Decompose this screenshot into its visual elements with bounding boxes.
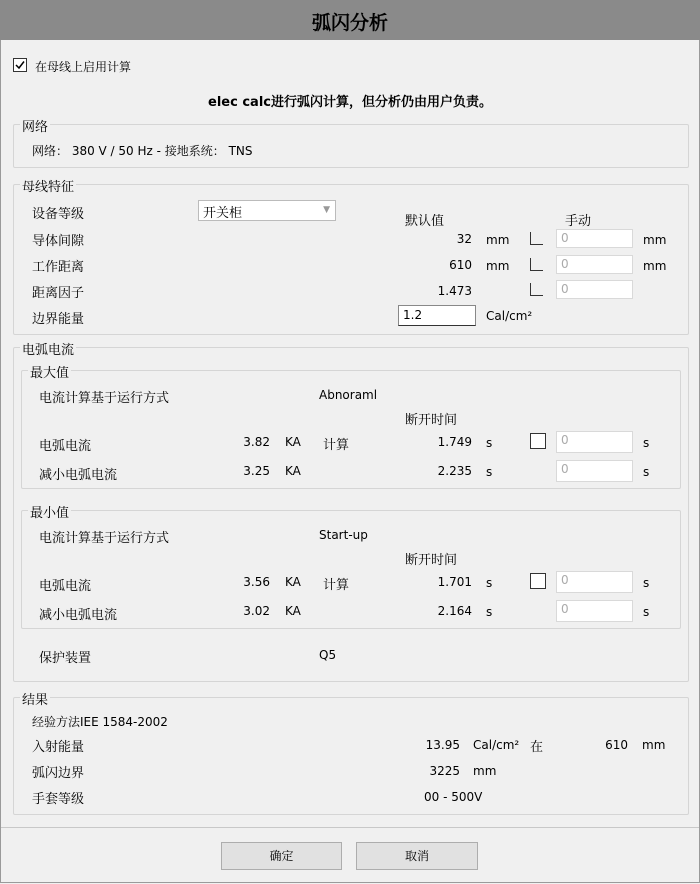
max-manual-time-checkbox[interactable] [530,433,546,449]
conductor-gap-default: 32 [456,232,472,246]
min-manual-time-2-input[interactable]: 0 [556,600,633,622]
max-mode-label: 电流计算基于运行方式 [39,391,170,406]
working-distance-manual-unit: mm [643,259,667,273]
min-manual-time-2-unit: s [643,605,650,619]
bus-group-label: 母线特征 [20,176,76,195]
distance-factor-default: 1.473 [437,284,472,298]
check-icon [14,59,26,71]
incident-distance-value: 610 [605,738,628,752]
glove-class-value: 00 - 500V [424,790,483,804]
min-value-group-label: 最小值 [28,502,71,521]
glove-class-label: 手套等级 [32,792,85,807]
max-manual-time-1-input[interactable]: 0 [556,431,633,453]
equipment-class-select[interactable] [198,200,336,221]
min-calc-label: 计算 [323,578,350,593]
max-time-1: 1.749 [437,435,472,449]
max-reduced-current-label: 减小电弧电流 [39,468,118,483]
default-header: 默认值 [405,214,445,229]
min-mode-label: 电流计算基于运行方式 [39,531,170,546]
min-mode-value: Start-up [319,528,368,542]
distance-factor-manual-checkbox[interactable] [530,283,543,296]
max-arc-current-label: 电弧电流 [39,439,92,454]
max-manual-time-2-input[interactable]: 0 [556,460,633,482]
max-time-2-unit: s [486,465,493,479]
max-manual-time-2-unit: s [643,465,650,479]
footer-divider [1,827,699,828]
min-breaking-time-header: 断开时间 [405,553,458,568]
max-arc-current-unit: KA [285,435,301,449]
working-distance-manual-checkbox[interactable] [530,258,543,271]
conductor-gap-manual-input[interactable]: 0 [556,229,633,248]
incident-energy-unit: Cal/cm² [473,738,520,752]
boundary-energy-unit: Cal/cm² [486,309,533,323]
working-distance-unit: mm [486,259,510,273]
min-arc-current-unit: KA [285,575,301,589]
window-title: 弧闪分析 [311,12,388,34]
conductor-gap-manual-unit: mm [643,233,667,247]
at-label: 在 [530,740,544,755]
min-time-2: 2.164 [437,604,472,618]
min-arc-current-value: 3.56 [243,575,270,589]
max-time-1-unit: s [486,436,493,450]
boundary-energy-input[interactable]: 1.2 [398,305,476,326]
max-arc-current-value: 3.82 [243,435,270,449]
working-distance-default: 610 [449,258,472,272]
cancel-button[interactable]: 取消 [356,842,478,870]
max-calc-label: 计算 [323,438,350,453]
disclaimer-text: elec calc进行弧闪计算，但分析仍由用户负责。 [208,95,492,110]
results-method: 经验方法IEE 1584-2002 [32,715,168,729]
equipment-class-value: 开关柜 [203,206,243,221]
chevron-down-icon: ▼ [323,205,330,215]
incident-energy-value: 13.95 [425,738,460,752]
max-reduced-current-value: 3.25 [243,464,270,478]
working-distance-label: 工作距离 [32,260,85,275]
min-manual-time-1-unit: s [643,576,650,590]
distance-factor-label: 距离因子 [32,286,85,301]
enable-calc-label: 在母线上启用计算 [35,60,132,74]
network-description: 网络： 380 V / 50 Hz - 接地系统： TNS [32,144,253,158]
max-breaking-time-header: 断开时间 [405,413,458,428]
arc-boundary-value: 3225 [429,764,460,778]
arc-boundary-label: 弧闪边界 [32,766,85,781]
min-manual-time-1-input[interactable]: 0 [556,571,633,593]
network-group-label: 网络 [20,116,50,135]
distance-factor-manual-input[interactable]: 0 [556,280,633,299]
conductor-gap-unit: mm [486,233,510,247]
max-reduced-current-unit: KA [285,464,301,478]
results-group-label: 结果 [20,689,50,708]
equipment-class-label: 设备等级 [32,207,85,222]
incident-distance-unit: mm [642,738,666,752]
protection-device-value: Q5 [319,648,337,662]
incident-energy-label: 入射能量 [32,740,85,755]
max-mode-value: Abnoraml [319,388,378,402]
arc-boundary-unit: mm [473,764,497,778]
conductor-gap-manual-checkbox[interactable] [530,232,543,245]
manual-header: 手动 [565,214,592,229]
boundary-energy-label: 边界能量 [32,312,85,327]
min-arc-current-label: 电弧电流 [39,579,92,594]
arc-current-group-label: 电弧电流 [20,339,76,358]
min-reduced-current-label: 减小电弧电流 [39,608,118,623]
min-reduced-current-value: 3.02 [243,604,270,618]
conductor-gap-label: 导体间隙 [32,234,85,249]
ok-button[interactable]: 确定 [221,842,342,870]
min-manual-time-checkbox[interactable] [530,573,546,589]
max-time-2: 2.235 [437,464,472,478]
working-distance-manual-input[interactable]: 0 [556,255,633,274]
min-time-1-unit: s [486,576,493,590]
min-time-2-unit: s [486,605,493,619]
protection-device-label: 保护装置 [39,651,92,666]
max-manual-time-1-unit: s [643,436,650,450]
enable-calc-checkbox[interactable] [13,58,27,72]
min-time-1: 1.701 [437,575,472,589]
max-value-group-label: 最大值 [28,362,71,381]
min-reduced-current-unit: KA [285,604,301,618]
